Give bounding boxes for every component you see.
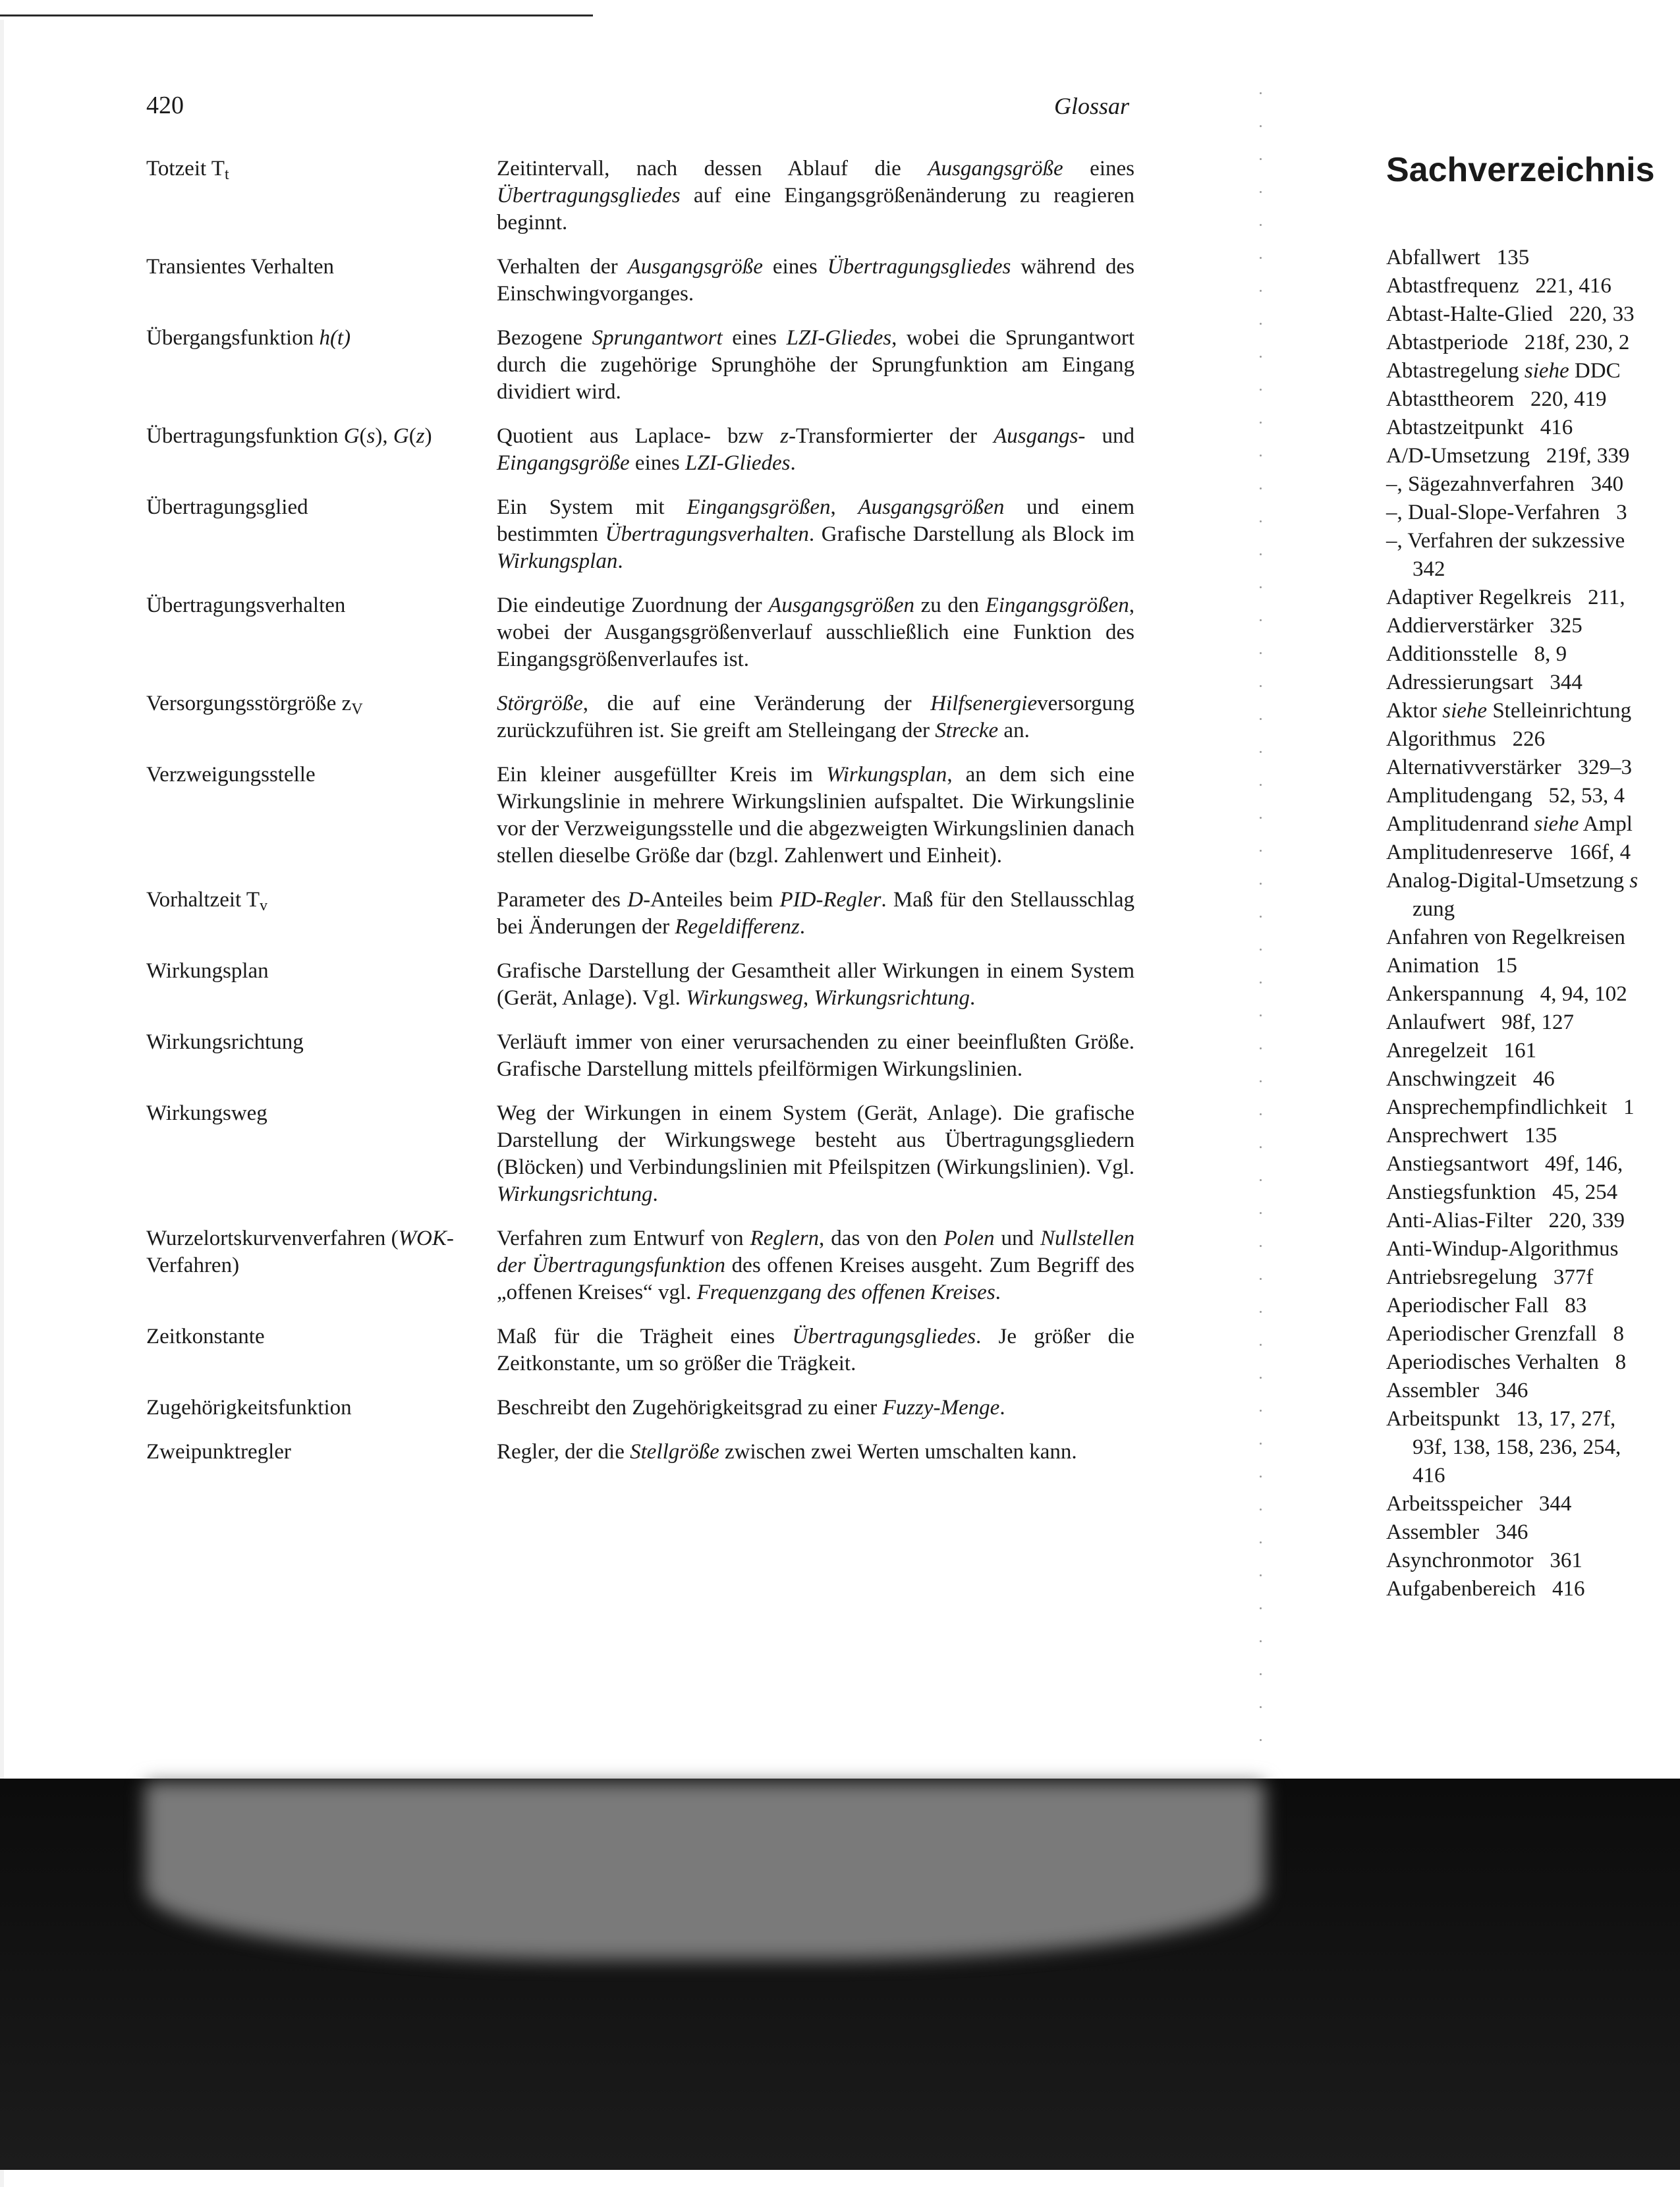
gutter-dot: [1260, 1673, 1262, 1675]
index-entry: Abtastfrequenz 221, 416: [1386, 274, 1611, 298]
glossary-term: Vorhaltzeit Tv: [146, 888, 267, 914]
glossary-definition: Beschreibt den Zugehörigkeitsgrad zu einer Fuzzy-Menge.: [497, 1396, 1005, 1420]
gutter-dot: [1260, 1476, 1262, 1478]
glossary-entry: [146, 761, 1134, 870]
index-entry: Analog-Digital-Umsetzung s: [1386, 869, 1638, 893]
glossary-entry: [146, 325, 1134, 406]
glossary-term: Totzeit Tt: [146, 157, 229, 183]
gutter-dot: [1260, 1443, 1262, 1445]
index-entry: Abtast-Halte-Glied 220, 33: [1386, 302, 1635, 326]
index-entry: Adaptiver Regelkreis 211,: [1386, 586, 1625, 609]
glossary-entry: [146, 155, 1134, 236]
gutter-dot: [1260, 1509, 1262, 1510]
gutter-dot: [1260, 92, 1262, 94]
gutter-dot: [1260, 1311, 1262, 1313]
glossary-entry: [146, 592, 1134, 673]
glossary-definition: Weg der Wirkungen in einem System (Gerät, Anlage). Die grafische Darstellung der Wirkungswege besteht aus Übertragungsgliedern (Blöcken) und Verbindungslinien mit Pfeilspitzen (Wirkungslinien). Vgl. Wirkungsrichtung.: [497, 1101, 1134, 1206]
gutter-dot: [1260, 652, 1262, 654]
gutter-dot: [1260, 1344, 1262, 1346]
index-entry: Assembler 346: [1386, 1520, 1528, 1544]
index-entry: Asynchronmotor 361: [1386, 1549, 1582, 1572]
index-entry: Adressierungsart 344: [1386, 671, 1582, 694]
index-entry: Abfallwert 135: [1386, 246, 1530, 269]
index-entry: Abtasttheorem 220, 419: [1386, 387, 1607, 411]
gutter-dot: [1260, 685, 1262, 687]
gutter-dot: [1260, 422, 1262, 424]
index-entry: Anstiegsfunktion 45, 254: [1386, 1180, 1618, 1204]
glossary-term: Übertragungsfunktion G(s), G(z): [146, 424, 432, 448]
index-entry: Amplitudenreserve 166f, 4: [1386, 841, 1631, 864]
gutter-dot: [1260, 619, 1262, 621]
gutter-dot: [1260, 520, 1262, 522]
gutter-dot: [1260, 1179, 1262, 1181]
index-entry: Anschwingzeit 46: [1386, 1067, 1555, 1091]
index-entry: 342: [1413, 557, 1445, 581]
index-entry: Anregelzeit 161: [1386, 1039, 1537, 1063]
glossary-entry: [146, 1100, 1134, 1208]
gutter-dot: [1260, 323, 1262, 325]
index-entry: –, Sägezahnverfahren 340: [1386, 472, 1624, 496]
glossary-definition: Quotient aus Laplace- bzw z-Transformierter der Ausgangs- und Eingangsgröße eines LZI-Gliedes.: [497, 424, 1135, 475]
index-entry: Anlaufwert 98f, 127: [1386, 1010, 1575, 1034]
gutter-dot: [1260, 751, 1262, 753]
glossary-entry: [146, 1225, 1134, 1306]
gutter-dot: [1260, 718, 1262, 720]
gutter-dot: [1260, 1706, 1262, 1708]
page-number: 420: [146, 92, 184, 119]
glossary-entry: [146, 1323, 1134, 1377]
glossary-term: Zugehörigkeitsfunktion: [146, 1396, 352, 1420]
gutter-dot: [1260, 1739, 1262, 1741]
glossary-term: Übergangsfunktion h(t): [146, 326, 351, 350]
index-entry: zung: [1413, 897, 1455, 921]
gutter-dot: [1260, 1541, 1262, 1543]
term-subscript: V: [351, 701, 363, 718]
term-subscript: t: [224, 166, 229, 183]
index-entry: Anfahren von Regelkreisen: [1386, 926, 1625, 949]
index-entry: Arbeitsspeicher 344: [1386, 1492, 1572, 1516]
gutter-dot: [1260, 1146, 1262, 1148]
gutter-dot: [1260, 224, 1262, 226]
page-gutter: [1257, 92, 1266, 1779]
glossary-term: Wirkungsplan: [146, 959, 269, 983]
gutter-dot: [1260, 356, 1262, 358]
gutter-dot: [1260, 290, 1262, 292]
glossary-definition: Bezogene Sprungantwort eines LZI-Gliedes, wobei die Sprungantwort durch die zugehörige Sprunghöhe der Sprungfunktion am Eingang dividiert wird.: [497, 326, 1135, 404]
glossary-entry: [146, 1029, 1134, 1083]
glossary-definition: Grafische Darstellung der Gesamtheit aller Wirkungen in einem System (Gerät, Anlage). Vgl. Wirkungsweg, Wirkungsrichtung.: [497, 959, 1134, 1010]
index-entry: Abtastregelung siehe DDC: [1386, 359, 1621, 383]
glossary-definition: Maß für die Trägheit eines Übertragungsgliedes. Je größer die Zeitkonstante, um so größer die Trägkeit.: [497, 1325, 1134, 1375]
index-entry: Aufgabenbereich 416: [1386, 1577, 1585, 1601]
index-entry: –, Dual-Slope-Verfahren 3: [1386, 501, 1627, 524]
glossary-entry: [146, 690, 1134, 744]
index-entry: 93f, 138, 158, 236, 254,: [1413, 1435, 1621, 1459]
gutter-dot: [1260, 1574, 1262, 1576]
glossary-term: Übertragungsglied: [146, 495, 308, 519]
gutter-dot: [1260, 1278, 1262, 1280]
glossary-entry: [146, 423, 1134, 477]
index-entry: Amplitudengang 52, 53, 4: [1386, 784, 1625, 808]
gutter-dot: [1260, 817, 1262, 819]
glossary-definition: Ein System mit Eingangsgrößen, Ausgangsgrößen und einem bestimmten Übertragungsverhalten. Grafische Darstellung als Block im Wirkungsplan.: [497, 495, 1135, 573]
index-entry: Ansprechempfindlichkeit 1: [1386, 1095, 1635, 1119]
gutter-dot: [1260, 1212, 1262, 1214]
index-entry: Antriebsregelung 377f: [1386, 1265, 1594, 1289]
index-entry: Assembler 346: [1386, 1379, 1528, 1402]
glossary-term: Verzweigungsstelle: [146, 763, 316, 787]
gutter-dot: [1260, 1047, 1262, 1049]
glossary-definition: Ein kleiner ausgefüllter Kreis im Wirkungsplan, an dem sich eine Wirkungslinie in mehrere Wirkungslinien aufspaltet. Die Wirkungslinie vor der Verzweigungsstelle und die abgezweigten Wirkungslinien danach stellen dieselbe Größe dar (bzgl. Zahlenwert und Einheit).: [497, 763, 1134, 868]
glossary-definition: Verläuft immer von einer verursachenden zu einer beeinflußten Größe. Grafische Darstellung mittels pfeilförmigen Wirkungslinien.: [497, 1030, 1134, 1081]
gutter-dot: [1260, 1113, 1262, 1115]
index-entry: Aktor siehe Stelleinrichtung: [1386, 699, 1632, 723]
gutter-dot: [1260, 1640, 1262, 1642]
index-entry: Abtastzeitpunkt 416: [1386, 416, 1573, 439]
gutter-dot: [1260, 1377, 1262, 1379]
gutter-dot: [1260, 1245, 1262, 1247]
glossary-term: Wurzelortskurvenverfahren (WOK-Verfahren): [146, 1227, 454, 1277]
index-entry: A/D-Umsetzung 219f, 339: [1386, 444, 1630, 468]
index-entry: Aperiodischer Fall 83: [1386, 1294, 1587, 1317]
glossary-term: Zweipunktregler: [146, 1440, 291, 1464]
index-entry: –, Verfahren der sukzessive: [1386, 529, 1625, 553]
glossary-entry: [146, 254, 1134, 308]
gutter-dot: [1260, 982, 1262, 983]
index-entry: Amplitudenrand siehe Ampl: [1386, 812, 1633, 836]
gutter-dot: [1260, 1080, 1262, 1082]
glossary-entry: [146, 958, 1134, 1012]
scan-gray-blot: [145, 1782, 1265, 1960]
gutter-dot: [1260, 389, 1262, 391]
index-entry: 416: [1413, 1464, 1445, 1487]
glossary-term: Wirkungsrichtung: [146, 1030, 304, 1054]
glossary-definition: Verhalten der Ausgangsgröße eines Übertragungsgliedes während des Einschwingvorganges.: [497, 255, 1134, 306]
glossary-term: Transientes Verhalten: [146, 255, 335, 279]
glossary-definition: Verfahren zum Entwurf von Reglern, das von den Polen und Nullstellen der Übertragungsfunktion des offenen Kreises ausgeht. Zum Begriff des „offenen Kreises“ vgl. Frequenzgang des offenen Kreises.: [497, 1227, 1134, 1304]
running-head: Glossar: [1054, 93, 1130, 119]
gutter-dot: [1260, 553, 1262, 555]
gutter-dot: [1260, 949, 1262, 951]
index-entry: Arbeitspunkt 13, 17, 27f,: [1386, 1407, 1616, 1431]
glossary-term: Zeitkonstante: [146, 1325, 265, 1348]
gutter-dot: [1260, 455, 1262, 457]
index-entry: Ansprechwert 135: [1386, 1124, 1557, 1148]
index-entry: Aperiodischer Grenzfall 8: [1386, 1322, 1625, 1346]
gutter-dot: [1260, 125, 1262, 127]
glossary-entry: [146, 1395, 1134, 1422]
index-entry: Anti-Windup-Algorithmus: [1386, 1237, 1619, 1261]
glossary-definition: Zeitintervall, nach dessen Ablauf die Ausgangsgröße eines Übertragungsgliedes auf eine Eingangsgrößenänderung zu reagieren beginnt.: [497, 157, 1134, 235]
index-list: [1386, 244, 1680, 1603]
index-entry: Alternativverstärker 329–3: [1386, 756, 1632, 779]
glossary-definition: Störgröße, die auf eine Veränderung der Hilfsenergieversorgung zurückzuführen ist. Sie greift am Stelleingang der Strecke an.: [497, 692, 1134, 742]
gutter-dot: [1260, 487, 1262, 489]
index-entry: Anstiegsantwort 49f, 146,: [1386, 1152, 1623, 1176]
gutter-dot: [1260, 1014, 1262, 1016]
index-entry: Anti-Alias-Filter 220, 339: [1386, 1209, 1625, 1232]
gutter-dot: [1260, 1410, 1262, 1412]
gutter-dot: [1260, 916, 1262, 918]
gutter-dot: [1260, 1607, 1262, 1609]
glossary-entry: [146, 1439, 1134, 1466]
gutter-dot: [1260, 191, 1262, 193]
glossary-entry: [146, 494, 1134, 575]
glossary-definition: Die eindeutige Zuordnung der Ausgangsgrößen zu den Eingangsgrößen, wobei der Ausgangsgrößenverlauf ausschließlich eine Funktion des Eingangsgrößenverlaufes ist.: [497, 594, 1134, 671]
gutter-dot: [1260, 586, 1262, 588]
index-entry: Algorithmus 226: [1386, 727, 1546, 751]
index-entry: Aperiodisches Verhalten 8: [1386, 1350, 1627, 1374]
glossary-entry: [146, 887, 1134, 941]
gutter-dot: [1260, 257, 1262, 259]
glossary-term: Versorgungsstörgröße zV: [146, 692, 363, 718]
gutter-dot: [1260, 883, 1262, 885]
glossary-term: Übertragungsverhalten: [146, 594, 346, 617]
index-entry: Abtastperiode 218f, 230, 2: [1386, 331, 1630, 354]
glossary-list: [146, 155, 1134, 1483]
index-title: Sachverzeichnis: [1386, 151, 1655, 189]
index-entry: Animation 15: [1386, 954, 1517, 978]
index-entry: Addierverstärker 325: [1386, 614, 1582, 638]
gutter-dot: [1260, 850, 1262, 852]
gutter-dot: [1260, 158, 1262, 160]
index-entry: Additionsstelle 8, 9: [1386, 642, 1567, 666]
gutter-dot: [1260, 784, 1262, 786]
index-entry: Ankerspannung 4, 94, 102: [1386, 982, 1627, 1006]
glossary-definition: Parameter des D-Anteiles beim PID-Regler. Maß für den Stellausschlag bei Änderungen der Regeldifferenz.: [497, 888, 1135, 939]
glossary-term: Wirkungsweg: [146, 1101, 267, 1125]
term-subscript: v: [260, 897, 267, 914]
glossary-definition: Regler, der die Stellgröße zwischen zwei Werten umschalten kann.: [497, 1440, 1077, 1464]
